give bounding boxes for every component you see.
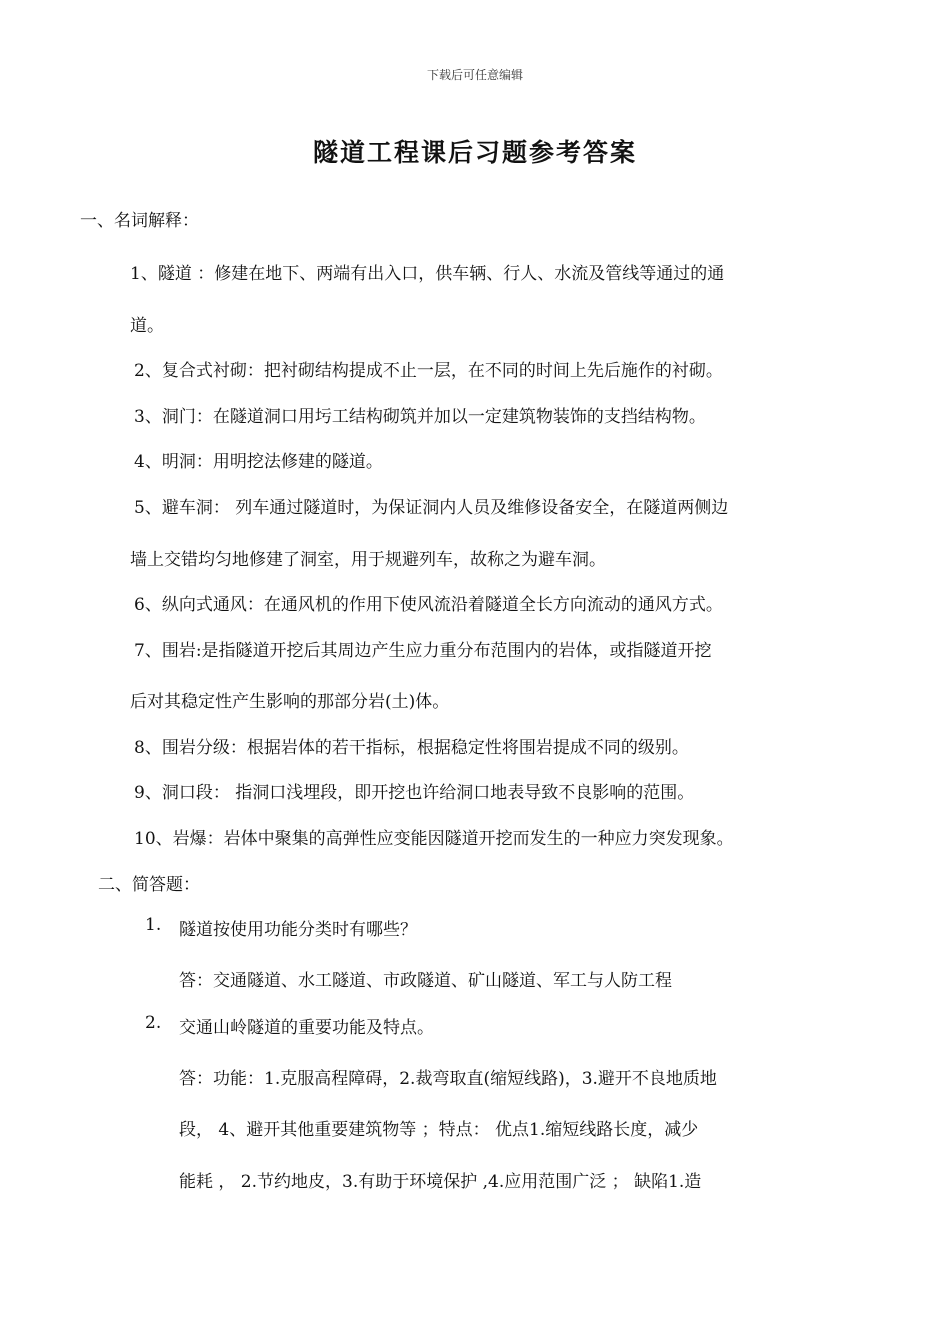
term-1-line-1: 1、隧道 ：修建在地下、两端有出入口，供车辆、行人、水流及管线等通过的通: [130, 264, 725, 284]
term-5-line-1: 5、避车洞： 列车通过隧道时，为保证洞内人员及维修设备安全，在隧道两侧边: [134, 498, 729, 518]
term-5-line-2: 墙上交错均匀地修建了洞室，用于规避列车，故称之为避车洞。: [130, 550, 606, 570]
term-10: 10、岩爆：岩体中聚集的高弹性应变能因隧道开挖而发生的一种应力突发现象。: [134, 829, 734, 849]
question-2-number: 2.: [145, 1013, 162, 1033]
question-1-number: 1.: [145, 915, 162, 935]
answer-2-line-1: 答：功能：1.克服高程障碍，2.裁弯取直(缩短线路)，3.避开不良地质地: [179, 1069, 717, 1089]
document-title: 隧道工程课后习题参考答案: [312, 138, 637, 167]
term-9: 9、洞口段： 指洞口浅埋段，即开挖也许给洞口地表导致不良影响的范围。: [134, 783, 695, 803]
term-1-line-2: 道。: [130, 316, 164, 336]
answer-2-line-2: 段， 4、避开其他重要建筑物等 ；特点： 优点1.缩短线路长度，减少: [179, 1120, 699, 1140]
term-3: 3、洞门：在隧道洞口用圬工结构砌筑并加以一定建筑物装饰的支挡结构物。: [134, 407, 706, 427]
section-heading-terms: 一、名词解释：: [80, 211, 199, 231]
section-heading-short-answer: 二、简答题：: [98, 875, 200, 895]
answer-2-line-3: 能耗 ， 2.节约地皮，3.有助于环境保护 ,4.应用范围广泛 ； 缺陷1.造: [179, 1172, 702, 1192]
term-7-line-1: 7、围岩:是指隧道开挖后其周边产生应力重分布范围内的岩体，或指隧道开挖: [134, 641, 712, 661]
question-1-text: 隧道按使用功能分类时有哪些？: [179, 920, 417, 940]
term-7-line-2: 后对其稳定性产生影响的那部分岩(土)体。: [130, 692, 450, 712]
answer-1-line-1: 答：交通隧道、水工隧道、市政隧道、矿山隧道、军工与人防工程: [179, 971, 672, 991]
question-2-text: 交通山岭隧道的重要功能及特点。: [179, 1018, 434, 1038]
term-6: 6、纵向式通风：在通风机的作用下使风流沿着隧道全长方向流动的通风方式。: [134, 595, 723, 615]
term-4: 4、明洞：用明挖法修建的隧道。: [134, 452, 383, 472]
term-8: 8、围岩分级：根据岩体的若干指标，根据稳定性将围岩提成不同的级别。: [134, 738, 689, 758]
page-header-note: 下载后可任意编辑: [426, 68, 523, 82]
term-2: 2、复合式衬砌：把衬砌结构提成不止一层，在不同的时间上先后施作的衬砌。: [134, 361, 723, 381]
